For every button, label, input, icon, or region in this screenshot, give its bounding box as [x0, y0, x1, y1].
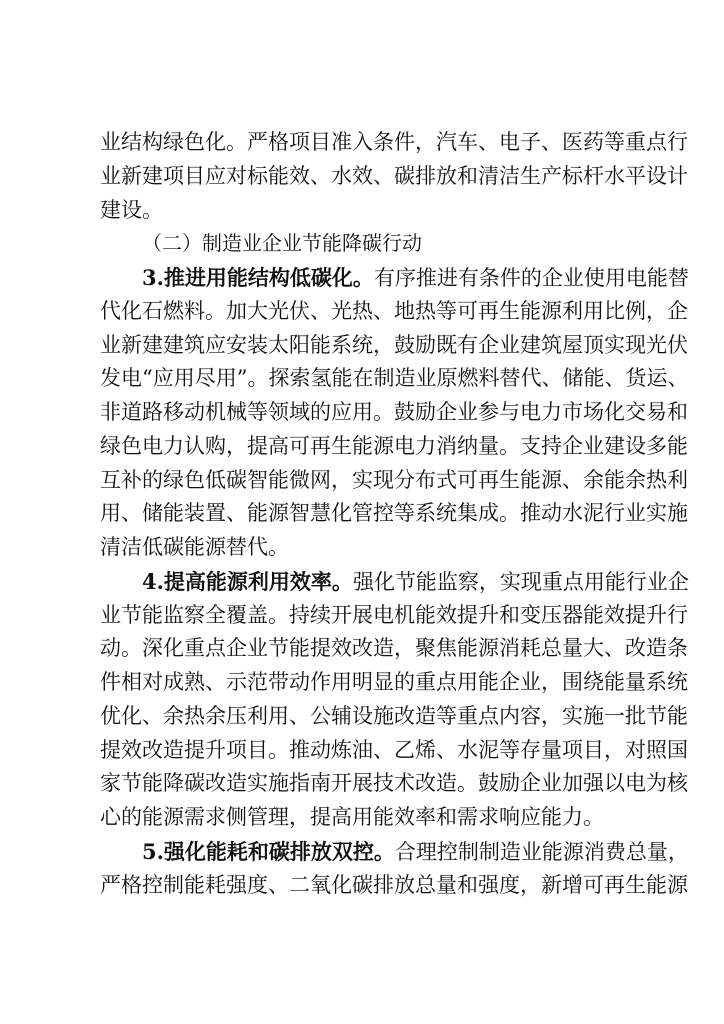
body-line: 动。深化重点企业节能提效改造，聚焦能源消耗总量大、改造条: [100, 636, 688, 661]
body-text: 合理控制制造业能源消费总量，: [394, 839, 689, 864]
body-line: 用、储能装置、能源智慧化管控等系统集成。推动水泥行业实施: [100, 501, 688, 526]
section-heading: （二）制造业企业节能降碳行动: [142, 231, 422, 256]
body-line: 业新建建筑应安装太阳能系统，鼓励既有企业建筑屋顶实现光伏: [100, 332, 688, 357]
body-text: 有序推进有条件的企业使用电能替: [373, 266, 689, 290]
body-line: 业结构绿色化。严格项目准入条件，汽车、电子、医药等重点行: [100, 130, 688, 154]
body-line: 件相对成熟、示范带动作用明显的重点用能企业，围绕能量系统: [100, 670, 688, 694]
body-line: 业新建项目应对标能效、水效、碳排放和清洁生产标杆水平设计: [100, 163, 688, 188]
body-line: 提效改造提升项目。推动炼油、乙烯、水泥等存量项目，对照国: [100, 737, 688, 762]
document-page: [100, 126, 689, 902]
body-text: 强化节能监察，实现重点用能行业企: [352, 569, 689, 594]
body-line: 心的能源需求侧管理，提高用能效率和需求响应能力。: [100, 805, 604, 829]
paragraph-start-line: [100, 261, 689, 295]
body-line: 发电“应用尽用”。探索氢能在制造业原燃料替代、储能、货运、: [100, 366, 689, 391]
paragraph-start-line: [100, 565, 689, 599]
body-line: 互补的绿色低碳智能微网，实现分布式可再生能源、余能余热利: [100, 467, 688, 492]
body-line: 家节能降碳改造实施指南开展技术改造。鼓励企业加强以电为核: [100, 771, 688, 796]
body-line: 优化、余热余压利用、公辅设施改造等重点内容，实施一批节能: [100, 703, 688, 728]
body-line: 清洁低碳能源替代。: [100, 535, 289, 559]
item-heading: 3.推进用能结构低碳化。: [142, 265, 374, 290]
body-line: 严格控制能耗强度、二氧化碳排放总量和强度，新增可再生能源: [100, 872, 688, 897]
item-heading: 5.强化能耗和碳排放双控。: [142, 838, 395, 864]
body-line: 建设。: [100, 197, 163, 222]
body-line: 代化石燃料。加大光伏、光热、地热等可再生能源利用比例，企: [100, 298, 688, 323]
body-line: 业节能监察全覆盖。持续开展电机能效提升和变压器能效提升行: [100, 602, 688, 627]
paragraph-start-line: [100, 835, 689, 869]
body-line: 绿色电力认购，提高可再生能源电力消纳量。支持企业建设多能: [100, 433, 688, 458]
body-line: 非道路移动机械等领域的应用。鼓励企业参与电力市场化交易和: [100, 400, 688, 424]
item-heading: 4.提高能源利用效率。: [142, 568, 353, 594]
